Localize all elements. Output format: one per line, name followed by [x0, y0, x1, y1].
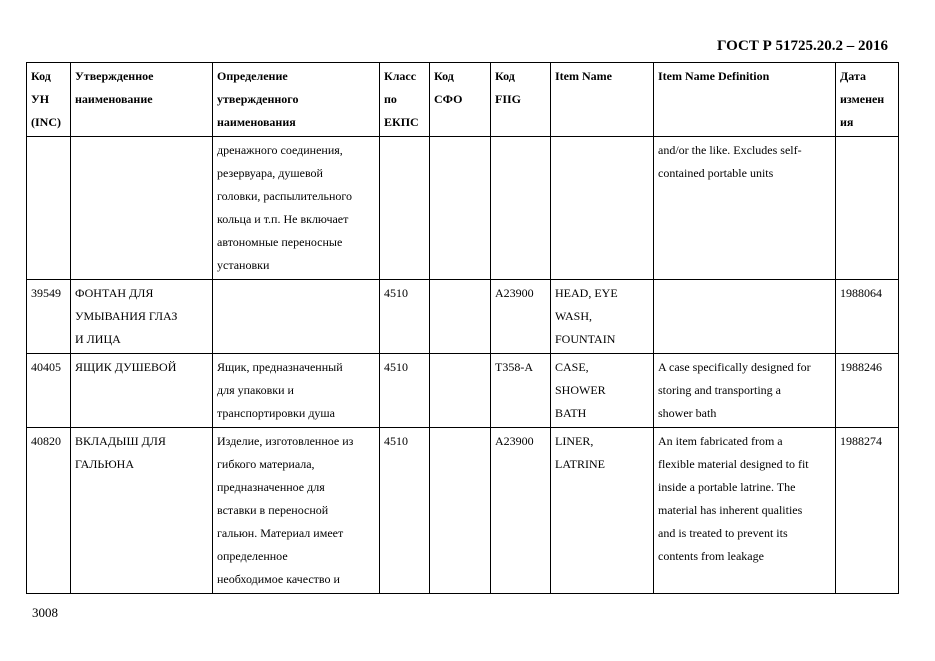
- cell-text-line: 40405: [31, 360, 61, 374]
- header-text-line: Определение: [217, 69, 288, 83]
- cell-text-line: головки, распылительного: [217, 189, 352, 203]
- cell-text-line: определенное: [217, 549, 288, 563]
- cell-text-line: storing and transporting a: [658, 383, 781, 397]
- header-text-line: изменен: [840, 92, 885, 106]
- cell-text-line: транспортировки душа: [217, 406, 335, 420]
- cell-name-definition: [213, 428, 380, 594]
- header-item-name: [551, 63, 654, 137]
- cell-text-line: LINER,: [555, 434, 594, 448]
- header-text-line: СФО: [434, 92, 463, 106]
- cell-text-line: WASH,: [555, 309, 593, 323]
- cell-sfo-code: [430, 280, 491, 354]
- cell-approved-name: [71, 428, 213, 594]
- cell-text-line: contained portable units: [658, 166, 774, 180]
- header-text-line: Item Name: [555, 69, 612, 83]
- cell-text-line: гибкого материала,: [217, 457, 315, 471]
- table-row: [27, 354, 899, 428]
- cell-text-line: 1988064: [840, 286, 882, 300]
- cell-text-line: SHOWER: [555, 383, 606, 397]
- cell-text-line: предназначенное для: [217, 480, 325, 494]
- cell-text-line: Ящик, предназначенный: [217, 360, 343, 374]
- page-number: 3008: [32, 605, 58, 620]
- cell-text-line: необходимое качество и: [217, 572, 340, 586]
- cell-text-line: ЯЩИК ДУШЕВОЙ: [75, 360, 177, 374]
- cell-text-line: 4510: [384, 434, 408, 448]
- table-body: [27, 137, 899, 594]
- header-text-line: ЕКПС: [384, 115, 419, 129]
- cell-ekps-class: [380, 280, 430, 354]
- cell-sfo-code: [430, 428, 491, 594]
- cell-name-definition: [213, 137, 380, 280]
- cell-approved-name: [71, 280, 213, 354]
- header-text-line: наименования: [217, 115, 296, 129]
- cell-text-line: 1988246: [840, 360, 882, 374]
- header-text-line: Код: [434, 69, 454, 83]
- cell-text-line: and/or the like. Excludes self-: [658, 143, 802, 157]
- catalog-table: [26, 62, 899, 594]
- header-sfo-code: [430, 63, 491, 137]
- cell-text-line: УМЫВАНИЯ ГЛАЗ: [75, 309, 178, 323]
- cell-item-name-definition: [654, 428, 836, 594]
- header-fiig-code: [491, 63, 551, 137]
- cell-item-name: [551, 428, 654, 594]
- cell-item-name-definition: [654, 280, 836, 354]
- cell-item-name: [551, 137, 654, 280]
- cell-text-line: 4510: [384, 360, 408, 374]
- cell-text-line: shower bath: [658, 406, 717, 420]
- header-name-definition: [213, 63, 380, 137]
- cell-item-name: [551, 354, 654, 428]
- header-text-line: по: [384, 92, 397, 106]
- cell-text-line: ВКЛАДЫШ ДЛЯ: [75, 434, 166, 448]
- cell-text-line: HEAD, EYE: [555, 286, 618, 300]
- cell-item-name-definition: [654, 354, 836, 428]
- cell-text-line: 4510: [384, 286, 408, 300]
- cell-inc-code: [27, 428, 71, 594]
- cell-change-date: [836, 428, 899, 594]
- header-text-line: Код: [31, 69, 51, 83]
- cell-text-line: A23900: [495, 434, 534, 448]
- cell-change-date: [836, 137, 899, 280]
- cell-text-line: T358-A: [495, 360, 533, 374]
- cell-text-line: И ЛИЦА: [75, 332, 121, 346]
- header-text-line: утвержденного: [217, 92, 299, 106]
- cell-text-line: автономные переносные: [217, 235, 343, 249]
- header-text-line: Утвержденное: [75, 69, 154, 83]
- header-text-line: Код: [495, 69, 515, 83]
- cell-fiig-code: [491, 137, 551, 280]
- cell-sfo-code: [430, 354, 491, 428]
- cell-text-line: A case specifically designed for: [658, 360, 811, 374]
- cell-text-line: для упаковки и: [217, 383, 294, 397]
- cell-text-line: Изделие, изготовленное из: [217, 434, 354, 448]
- cell-item-name-definition: [654, 137, 836, 280]
- cell-text-line: CASE,: [555, 360, 589, 374]
- cell-text-line: contents from leakage: [658, 549, 764, 563]
- cell-approved-name: [71, 137, 213, 280]
- cell-inc-code: [27, 280, 71, 354]
- cell-text-line: inside a portable latrine. The: [658, 480, 796, 494]
- cell-text-line: ФОНТАН ДЛЯ: [75, 286, 154, 300]
- cell-text-line: material has inherent qualities: [658, 503, 803, 517]
- cell-change-date: [836, 280, 899, 354]
- cell-name-definition: [213, 354, 380, 428]
- cell-text-line: дренажного соединения,: [217, 143, 343, 157]
- cell-item-name: [551, 280, 654, 354]
- cell-ekps-class: [380, 428, 430, 594]
- cell-ekps-class: [380, 137, 430, 280]
- header-text-line: наименование: [75, 92, 153, 106]
- cell-text-line: 39549: [31, 286, 61, 300]
- cell-inc-code: [27, 354, 71, 428]
- cell-text-line: FOUNTAIN: [555, 332, 616, 346]
- header-approved-name: [71, 63, 213, 137]
- header-text-line: ия: [840, 115, 854, 129]
- cell-text-line: гальюн. Материал имеет: [217, 526, 344, 540]
- cell-name-definition: [213, 280, 380, 354]
- cell-text-line: BATH: [555, 406, 587, 420]
- cell-sfo-code: [430, 137, 491, 280]
- cell-text-line: 1988274: [840, 434, 882, 448]
- cell-text-line: flexible material designed to fit: [658, 457, 809, 471]
- cell-fiig-code: [491, 354, 551, 428]
- header-text-line: Класс: [384, 69, 417, 83]
- cell-change-date: [836, 354, 899, 428]
- cell-text-line: and is treated to prevent its: [658, 526, 788, 540]
- header-text-line: (INC): [31, 115, 61, 129]
- cell-text-line: кольца и т.п. Не включает: [217, 212, 349, 226]
- header-text-line: FIIG: [495, 92, 522, 106]
- header-text-line: Дата: [840, 69, 866, 83]
- cell-text-line: 40820: [31, 434, 61, 448]
- cell-text-line: ГАЛЬЮНА: [75, 457, 134, 471]
- header-change-date: [836, 63, 899, 137]
- cell-text-line: вставки в переносной: [217, 503, 329, 517]
- header-ekps-class: [380, 63, 430, 137]
- cell-approved-name: [71, 354, 213, 428]
- cell-text-line: резервуара, душевой: [217, 166, 323, 180]
- cell-inc-code: [27, 137, 71, 280]
- document-standard-header: ГОСТ Р 51725.20.2 – 2016: [716, 38, 888, 54]
- table-row: [27, 280, 899, 354]
- cell-fiig-code: [491, 280, 551, 354]
- header-inc-code: [27, 63, 71, 137]
- header-text-line: УН: [31, 92, 50, 106]
- table-row: [27, 137, 899, 280]
- cell-text-line: установки: [217, 258, 270, 272]
- cell-text-line: A23900: [495, 286, 534, 300]
- table-header: [27, 63, 899, 137]
- header-item-name-definition: [654, 63, 836, 137]
- table-row: [27, 428, 899, 594]
- cell-ekps-class: [380, 354, 430, 428]
- cell-fiig-code: [491, 428, 551, 594]
- header-row: [27, 63, 899, 137]
- header-text-line: Item Name Definition: [658, 69, 770, 83]
- cell-text-line: An item fabricated from a: [658, 434, 783, 448]
- cell-text-line: LATRINE: [555, 457, 605, 471]
